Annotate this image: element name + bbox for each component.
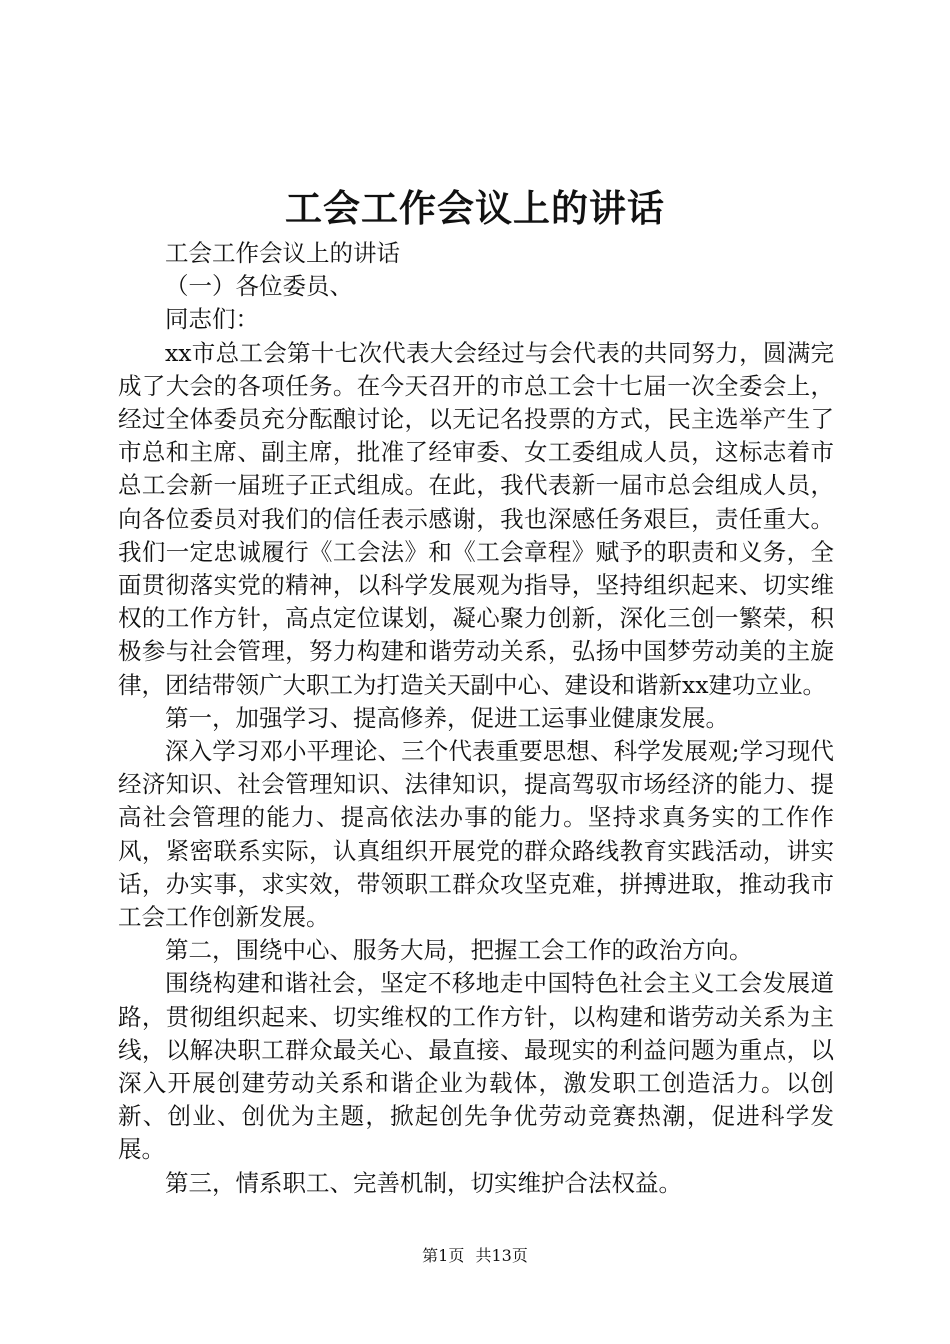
paragraph-second-body: 围绕构建和谐社会，坚定不移地走中国特色社会主义工会发展道路，贯彻组织起来、切实维权的工作方针，以构建和谐劳动关系为主线，以解决职工群众最关心、最直接、最现实的利益问题为重点，以深入开展创建劳动关系和谐企业为载体，激发职工创造活力。以创新、创业、创优为主题，掀起创先争优劳动竞赛热潮，促进科学发展。 — [118, 969, 834, 1164]
paragraph-salutation-1: （一）各位委员、 — [165, 272, 353, 301]
document-body — [118, 237, 834, 1200]
page-total: 共13页 — [475, 1246, 528, 1265]
paragraph-heading-third: 第三，情系职工、完善机制，切实维护合法权益。 — [165, 1168, 682, 1197]
page-footer — [0, 1245, 950, 1267]
paragraph-heading-second: 第二，围绕中心、服务大局，把握工会工作的政治方向。 — [165, 936, 753, 965]
document-title: 工会工作会议上的讲话 — [285, 186, 665, 230]
paragraph-subtitle: 工会工作会议上的讲话 — [165, 239, 400, 267]
paragraph-first-body: 深入学习邓小平理论、三个代表重要思想、科学发展观;学习现代经济知识、社会管理知识、法律知识，提高驾驭市场经济的能力、提高社会管理的能力、提高依法办事的能力。坚持求真务实的工作作风，紧密联系实际，认真组织开展党的群众路线教育实践活动，讲实话，办实事，求实效，带领职工群众攻坚克难，拼搏进取，推动我市工会工作创新发展。 — [118, 737, 834, 932]
paragraph-heading-first: 第一，加强学习、提高修养，促进工运事业健康发展。 — [165, 703, 729, 732]
page-number: 第1页 — [422, 1246, 465, 1265]
paragraph-intro: xx市总工会第十七次代表大会经过与会代表的共同努力，圆满完成了大会的各项任务。在今天召开的市总工会十七届一次全委会上，经过全体委员充分酝酿讨论，以无记名投票的方式，民主选举产生了市总和主席、副主席，批准了经审委、女工委组成人员，这标志着市总工会新一届班子正式组成。在此，我代表新一届市总会组成人员，向各位委员对我们的信任表示感谢，我也深感任务艰巨，责任重大。我们一定忠诚履行《工会法》和《工会章程》赋予的职责和义务，全面贯彻落实党的精神，以科学发展观为指导，坚持组织起来、切实维权的工作方针，高点定位谋划，凝心聚力创新，深化三创一繁荣，积极参与社会管理，努力构建和谐劳动关系，弘扬中国梦劳动美的主旋律，团结带领广大职工为打造关天副中心、建设和谐新xx建功立业。 — [118, 338, 834, 699]
paragraph-salutation-2: 同志们： — [165, 305, 259, 334]
